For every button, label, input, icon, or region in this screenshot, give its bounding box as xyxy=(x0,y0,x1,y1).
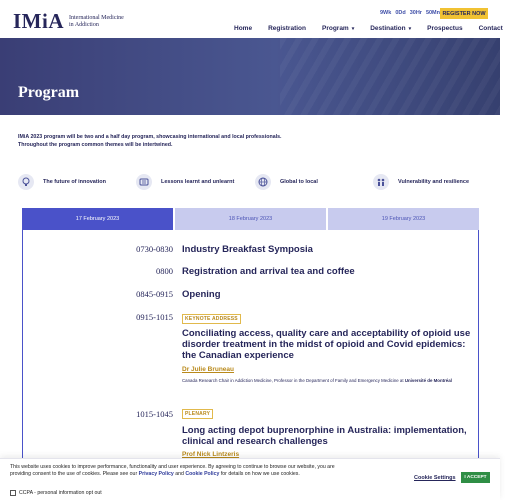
nav-program-label: Program xyxy=(321,25,349,32)
nav-prospectus-label: Prospectus xyxy=(427,25,463,32)
nav-destination-label: Destination xyxy=(370,25,406,32)
nav-home-label: Home xyxy=(234,25,253,32)
logo-text xyxy=(69,15,139,29)
plenary-badge: PLENARY xyxy=(182,409,213,419)
cookie-text-after: for details on how we use cookies. xyxy=(219,471,300,477)
nav-registration[interactable] xyxy=(268,25,306,32)
cookie-banner xyxy=(0,458,500,500)
page-title: Program xyxy=(18,84,80,101)
session-title: Registration and arrival tea and coffee xyxy=(182,266,355,277)
accept-cookies-button[interactable]: I ACCEPT xyxy=(461,472,490,483)
nav-prospectus[interactable] xyxy=(427,25,462,32)
cookie-policy-link[interactable]: Cookie Policy xyxy=(185,471,220,477)
session-time: 1015-1045 xyxy=(136,409,173,419)
site-logo[interactable] xyxy=(13,9,139,34)
theme-global xyxy=(255,174,318,190)
theme-label: Global to local xyxy=(280,179,318,185)
ccpa-checkbox[interactable] xyxy=(10,490,16,496)
themes-row xyxy=(0,174,500,196)
session-title: Long acting depot buprenorphine in Australia: implementation, clinical and research challenges xyxy=(182,425,467,447)
countdown-hours: 30Hr xyxy=(409,10,422,16)
lessons-icon xyxy=(136,174,152,190)
affiliation-text: Canada Research Chair in Addiction Medicine, Professor in the Department of Family and Emergency Medicine at xyxy=(182,378,405,383)
keynote-badge: KEYNOTE ADDRESS xyxy=(182,314,241,324)
speaker-link[interactable]: Dr Julie Bruneau xyxy=(182,366,235,373)
theme-label: Vulnerability and resilience xyxy=(398,179,470,185)
main-nav xyxy=(234,25,519,32)
nav-contact[interactable] xyxy=(479,25,503,32)
chevron-down-icon: ▾ xyxy=(408,25,412,32)
session-title: Industry Breakfast Symposia xyxy=(182,244,313,255)
program-schedule xyxy=(22,230,479,470)
session-time: 0845-0915 xyxy=(136,289,173,299)
cookie-settings-link[interactable]: Cookie Settings xyxy=(414,475,456,481)
chevron-down-icon: ▾ xyxy=(351,25,355,32)
nav-registration-label: Registration xyxy=(268,25,306,32)
nav-destination[interactable] xyxy=(370,25,411,32)
privacy-policy-link[interactable]: Privacy Policy xyxy=(138,471,174,477)
globe-icon xyxy=(255,174,271,190)
tab-day-1[interactable]: 17 February 2023 xyxy=(22,208,175,230)
tab-day-3[interactable]: 19 February 2023 xyxy=(328,208,479,230)
logo-text-line2: in Addiction xyxy=(69,21,99,28)
cookie-message xyxy=(10,464,350,478)
cookie-text-before: This website uses cookies to improve performance, functionality and user experience. By agreeing to continue to browse our website, you are providing consent to the use of cookies. Please see our xyxy=(10,464,335,477)
nav-home[interactable] xyxy=(234,25,252,32)
site-header xyxy=(0,0,503,38)
session-time: 0915-1015 xyxy=(136,312,173,322)
session-title: Opening xyxy=(182,289,221,300)
session-time: 0800 xyxy=(156,266,173,276)
theme-label: The future of innovation xyxy=(43,179,106,185)
countdown-minutes: 50Mn xyxy=(425,10,440,16)
theme-innovation xyxy=(18,174,106,190)
session-time: 0730-0830 xyxy=(136,244,173,254)
cookie-text-middle: and xyxy=(173,471,186,477)
register-now-button[interactable]: REGISTER NOW xyxy=(440,8,488,19)
countdown-timer xyxy=(380,10,440,16)
nav-program[interactable] xyxy=(322,25,354,32)
speaker-affiliation xyxy=(182,378,462,384)
affiliation-institution: Université de Montréal xyxy=(404,378,452,383)
theme-resilience xyxy=(373,174,469,190)
day-tabs xyxy=(22,208,479,230)
session-title: Conciliating access, quality care and acceptability of opioid use disorder treatment in the midst of opioid and Covid epidemics: the Canadian experience xyxy=(182,328,471,361)
nav-contact-label: Contact xyxy=(478,25,503,32)
countdown-weeks: 9Wk xyxy=(380,10,392,16)
hero-banner xyxy=(0,38,500,115)
program-intro: IMiA 2023 program will be two and a half day program, showcasing international and local professionals. Throughout the program common themes will be intertwined. xyxy=(18,134,282,148)
ccpa-opt-out[interactable] xyxy=(10,490,102,496)
tab-day-2[interactable]: 18 February 2023 xyxy=(175,208,328,230)
logo-text-line1: International Medicine xyxy=(69,14,124,21)
logo-mark: IMiA xyxy=(13,9,64,33)
theme-lessons xyxy=(136,174,234,190)
resilience-icon xyxy=(373,174,389,190)
speaker-link[interactable]: Prof Nick Lintzeris xyxy=(182,451,240,458)
innovation-icon xyxy=(18,174,34,190)
ccpa-label: CCPA - personal information opt out xyxy=(19,490,102,496)
countdown-days: 0Dd xyxy=(395,10,406,16)
theme-label: Lessons learnt and unlearnt xyxy=(161,179,235,185)
